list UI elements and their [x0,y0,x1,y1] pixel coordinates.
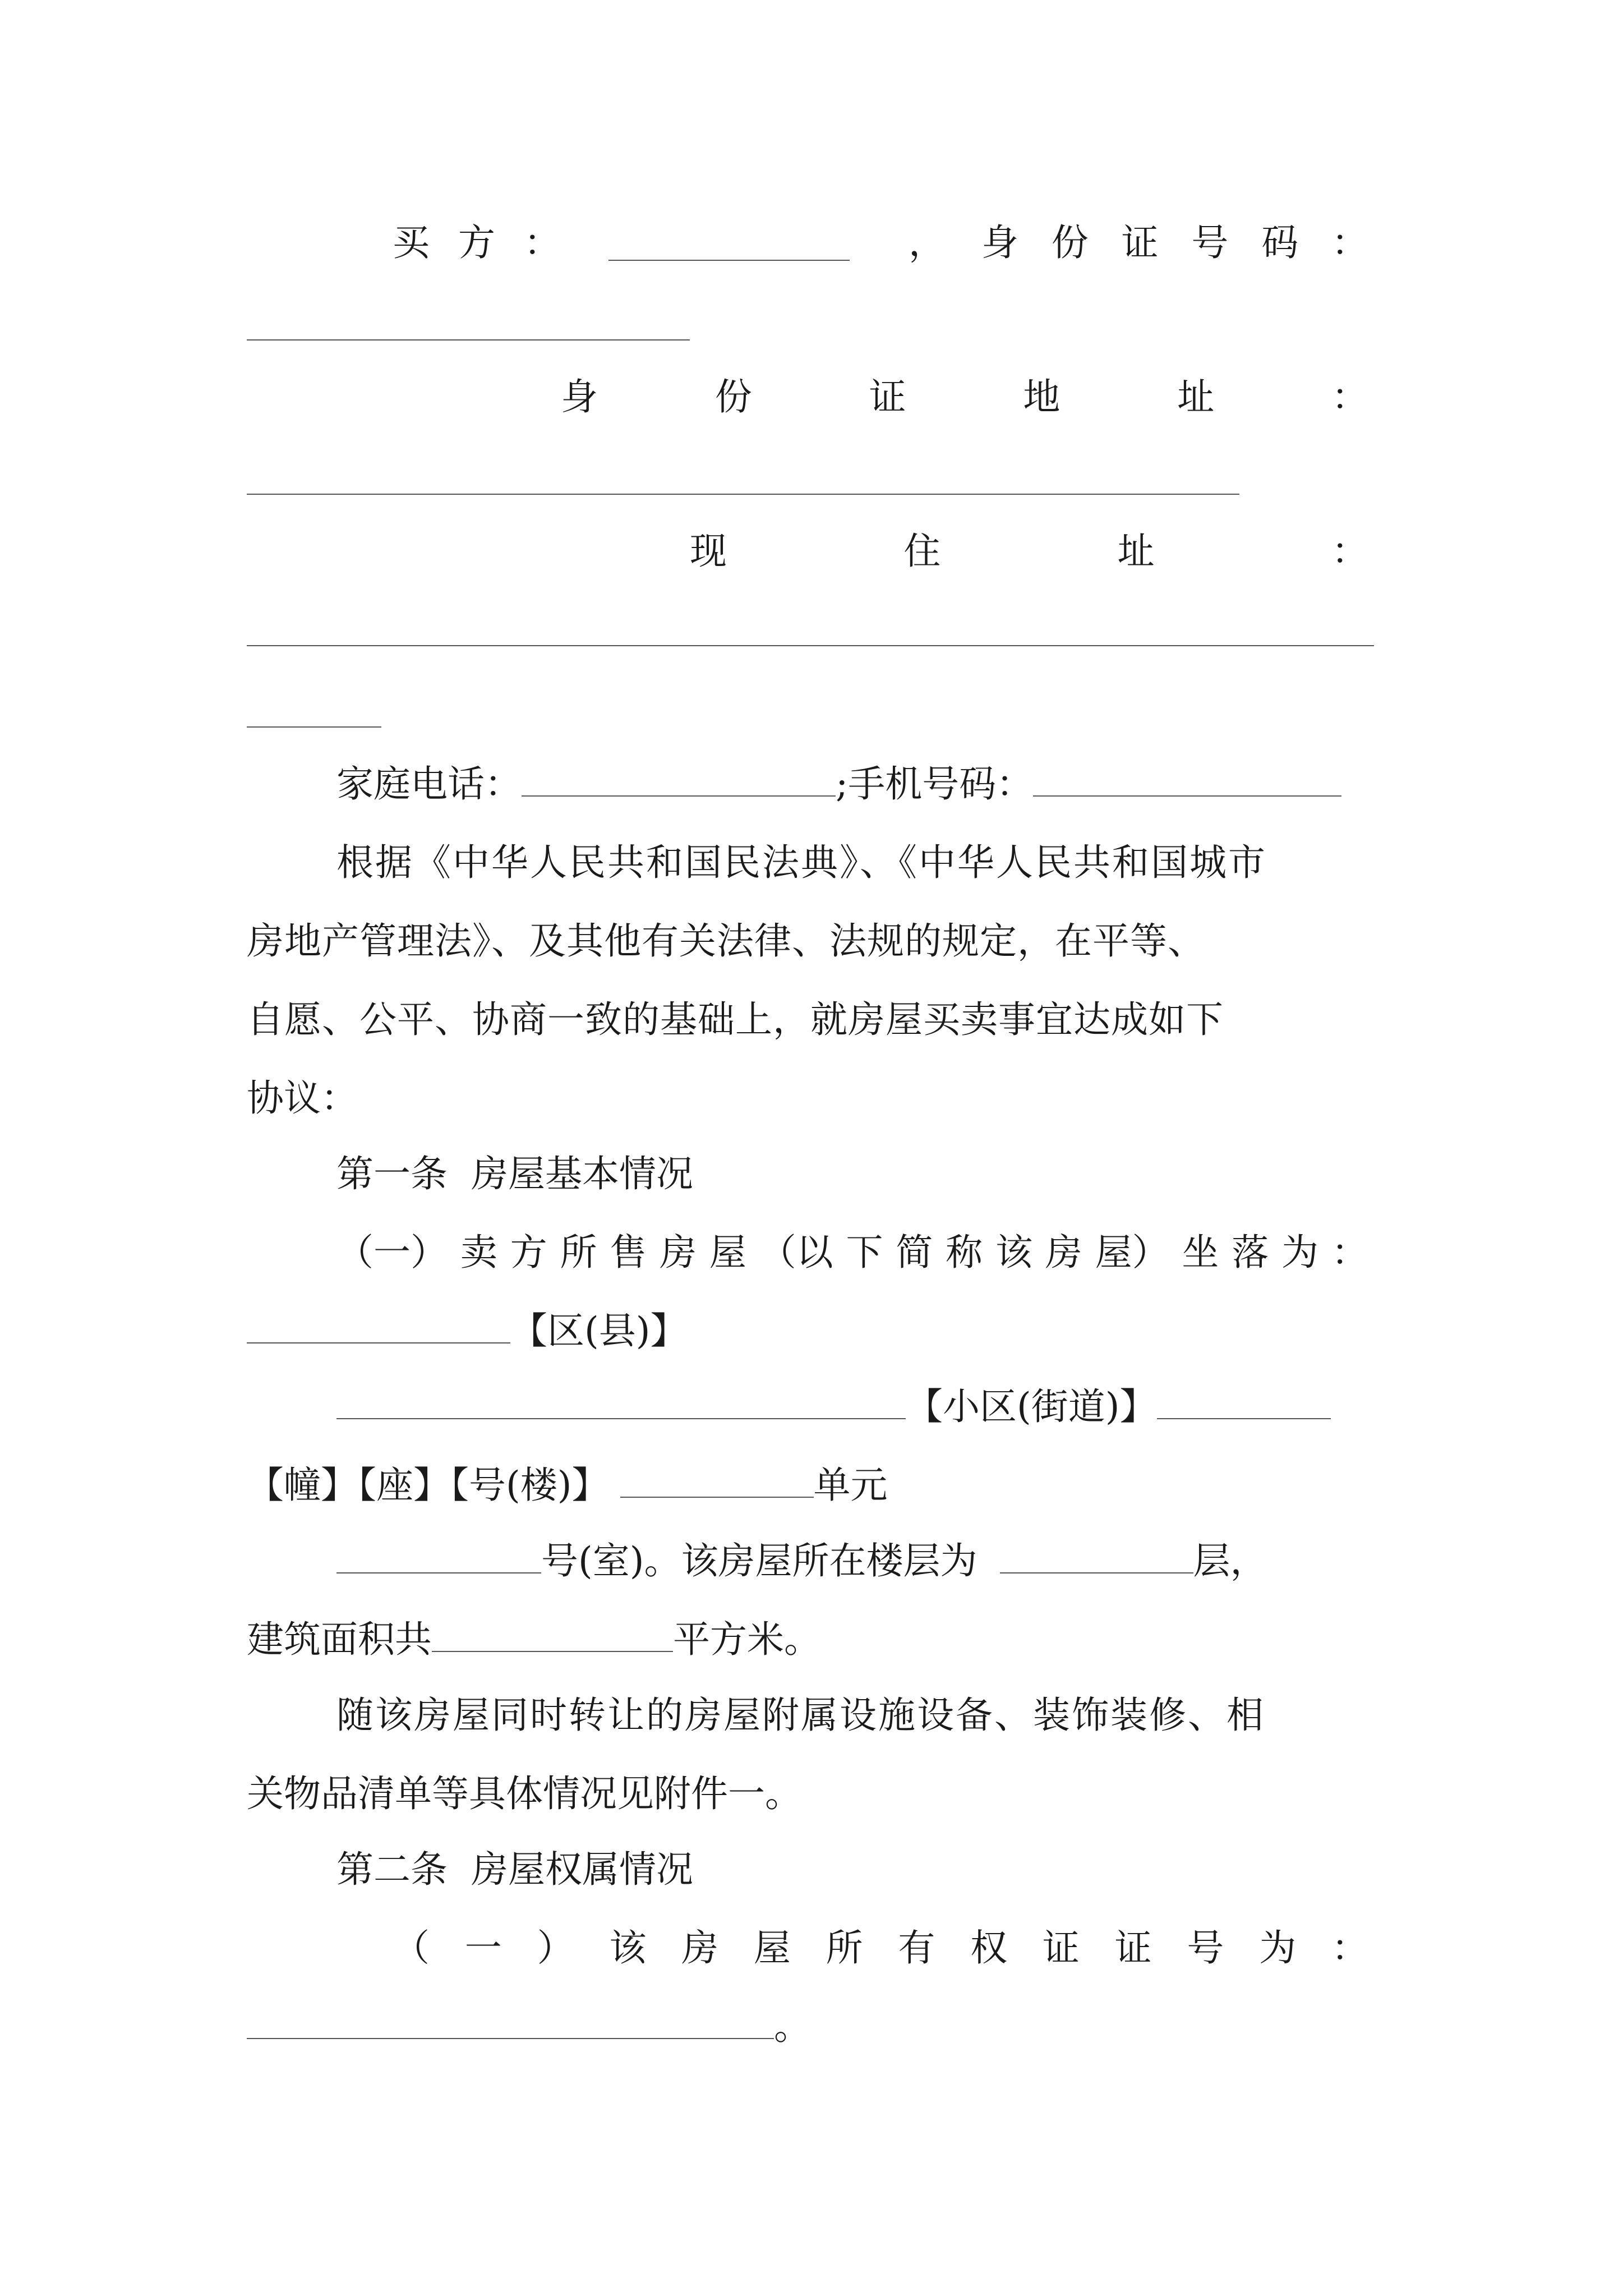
id-address-label: 身 份 证 地 址 ： [561,375,1368,418]
article1-item1: （一） 卖 方 所 售 房 屋 （以 下 简 称 该 房 屋） 坐 落 为 ： [336,1231,1368,1274]
buyer-id-blank[interactable] [247,339,690,341]
article1-title: 第一条 房屋基本情况 [336,1152,693,1195]
home-phone-label: 家庭电话： [336,762,522,806]
article2-item1: （ 一 ） 该 房 屋 所 有 权 证 证 号 为 ： [393,1926,1368,1970]
article2-title: 第二条 房屋权属情况 [336,1848,693,1891]
current-address-label: 现 住 址 ： [690,530,1368,573]
district-blank[interactable] [247,1337,510,1343]
attachment-line-2: 关物品清单等具体情况见附件一。 [247,1772,802,1815]
community-line [336,1385,1331,1428]
current-address-blank-cont[interactable] [247,726,381,728]
certificate-blank[interactable] [247,2032,774,2039]
phone-separator: ; [836,762,849,806]
id-address-blank[interactable] [247,494,1239,495]
area-line [247,1618,821,1661]
community-blank[interactable] [336,1412,906,1419]
floor-label: 层， [1193,1539,1267,1582]
mobile-blank[interactable] [1033,790,1341,797]
buyer-name-blank[interactable] [608,260,850,261]
certificate-end: 。 [774,2005,811,2048]
area-blank[interactable] [432,1645,673,1652]
mobile-label: 手机号码： [848,762,1034,806]
preamble-line-3: 自愿、公平、协商一致的基础上，就房屋买卖事宜达成如下 [247,998,1224,1041]
room-label: 号(室)。该房屋所在楼层为 [541,1539,978,1582]
unit-label: 单元 [813,1464,888,1507]
floor-blank[interactable] [1000,1567,1193,1573]
attachment-line-1: 随该房屋同时转让的房屋附属设施设备、装饰装修、相 [336,1694,1265,1737]
buyer-label: 买 方 ： [393,221,561,264]
preamble-line-2: 房地产管理法》、及其他有关法律、法规的规定，在平等、 [247,919,1205,963]
building-label: 【幢】【座】【号(楼)】 [247,1464,609,1507]
room-line [336,1539,1267,1582]
district-label: 【区(县)】 [510,1309,688,1352]
district-line [247,1309,688,1352]
buyer-comma: ， [909,221,946,264]
area-prefix: 建筑面积共 [247,1618,432,1661]
unit-blank[interactable] [620,1491,814,1498]
area-suffix: 平方米。 [673,1618,821,1661]
current-address-blank[interactable] [247,645,1374,646]
home-phone-blank[interactable] [522,790,836,797]
community-label: 【小区(街道)】 [906,1385,1157,1428]
preamble-line-4: 协议： [247,1076,358,1120]
room-blank[interactable] [336,1567,541,1573]
certificate-line [247,2005,811,2048]
building-line [247,1464,888,1507]
building-blank[interactable] [1157,1412,1331,1419]
buyer-id-label: 身 份 证 号 码 ： [981,221,1368,264]
phone-line [336,762,1341,806]
preamble-line-1: 根据《中华人民共和国民法典》、《中华人民共和国城市 [336,841,1267,884]
